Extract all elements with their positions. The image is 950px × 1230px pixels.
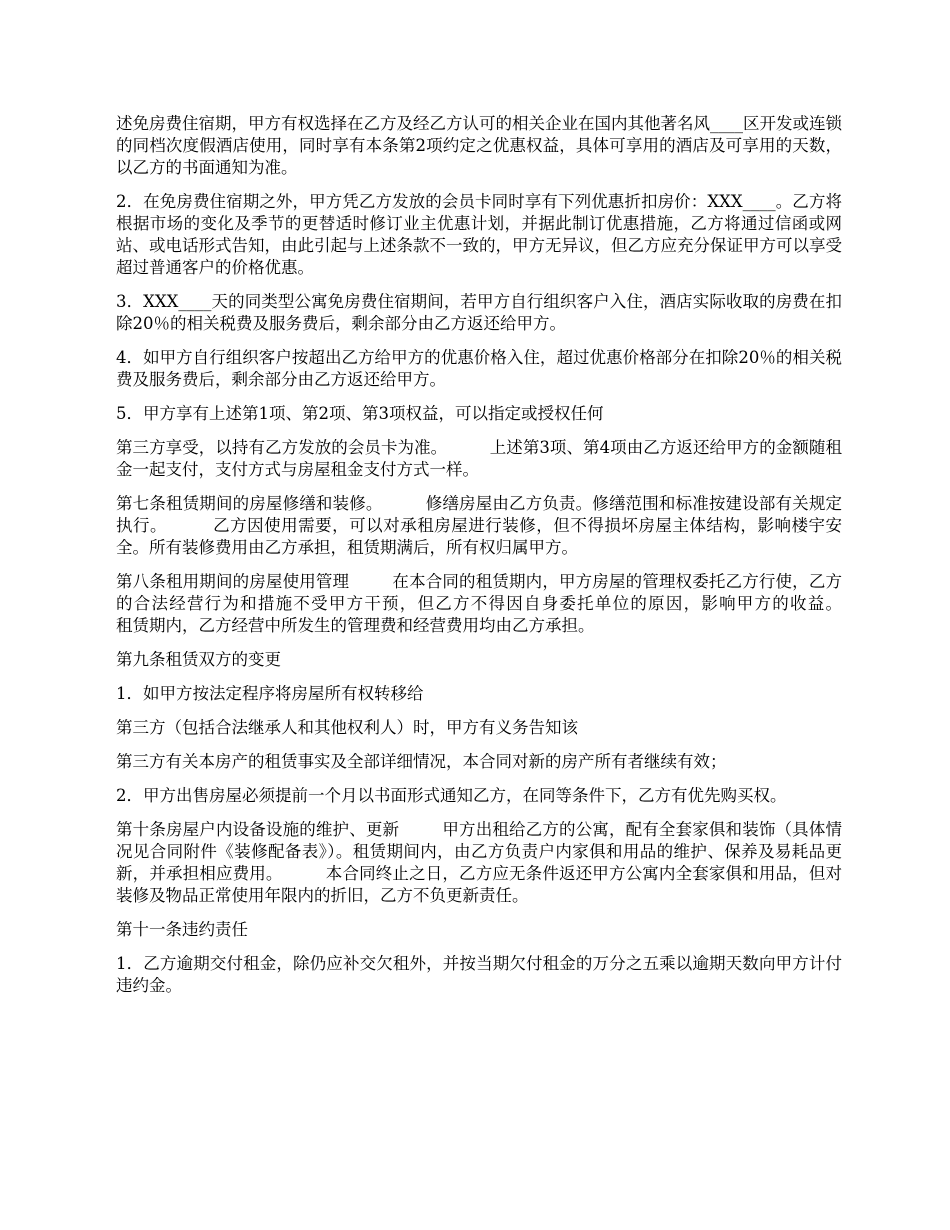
heading-article-9: 第九条租赁双方的变更 [116, 650, 281, 669]
paragraph-2: 2．在免房费住宿期之外，甲方凭乙方发放的会员卡同时享有下列优惠折扣房价：XXX____。乙方将根据市场的变化及季节的更替适时修订业主优惠计划，并据此制订优惠措施，乙方将通过信函或网站、或电话形式告知，由此引起与上述条款不一致的，甲方无异议，但乙方应充分保证甲方可以享受超过普通客户的价格优惠。 [116, 192, 842, 277]
paragraph-6: 第三方享受，以持有乙方发放的会员卡为准。 上述第3项、第4项由乙方返还给甲方的金额随租金一起支付，支付方式与房屋租金支付方式一样。 [116, 438, 842, 479]
paragraph-article-10: 第十条房屋户内设备设施的维护、更新 甲方出租给乙方的公寓，配有全套家俱和装饰（具体情况见合同附件《装修配备表》）。租赁期间内，由乙方负责户内家俱和用品的维护、保养及易耗品更新，并承担相应费用。 本合同终止之日，乙方应无条件返还甲方公寓内全套家俱和用品，但对装修及物品正常使用年限内的折旧，乙方不负更新责任。 [116, 820, 842, 905]
paragraph-10: 第三方（包括合法继承人和其他权利人）时，甲方有义务告知该 [116, 718, 578, 737]
heading-article-11: 第十一条违约责任 [116, 920, 248, 939]
document-page [116, 113, 884, 1009]
paragraph-16: 1．乙方逾期交付租金，除仍应补交欠租外，并按当期欠付租金的万分之五乘以逾期天数向甲方计付违约金。 [116, 954, 842, 995]
paragraph-3: 3．XXX____天的同类型公寓免房费住宿期间，若甲方自行组织客户入住，酒店实际收取的房费在扣除20％的相关税费及服务费后，剩余部分由乙方返还给甲方。 [116, 292, 842, 333]
paragraph-1: 述免房费住宿期，甲方有权选择在乙方及经乙方认可的相关企业在国内其他著名风____区开发或连锁的同档次度假酒店使用，同时享有本条第2项约定之优惠权益，具体可享用的酒店及可享用的天数，以乙方的书面通知为准。 [116, 114, 842, 177]
paragraph-11: 第三方有关本房产的租赁事实及全部详细情况，本合同对新的房产所有者继续有效； [116, 752, 727, 771]
paragraph-4: 4．如甲方自行组织客户按超出乙方给甲方的优惠价格入住，超过优惠价格部分在扣除20％的相关税费及服务费后，剩余部分由乙方返还给甲方。 [116, 348, 842, 389]
paragraph-article-8: 第八条租用期间的房屋使用管理 在本合同的租赁期内，甲方房屋的管理权委托乙方行使，乙方的合法经营行为和措施不受甲方干预，但乙方不得因自身委托单位的原因，影响甲方的收益。 租赁期内，乙方经营中所发生的管理费和经营费用均由乙方承担。 [116, 572, 884, 635]
paragraph-12: 2．甲方出售房屋必须提前一个月以书面形式通知乙方，在同等条件下，乙方有优先购买权。 [116, 786, 787, 805]
paragraph-article-7: 第七条租赁期间的房屋修缮和装修。 修缮房屋由乙方负责。修缮范围和标准按建设部有关规定执行。 乙方因使用需要，可以对承租房屋进行装修，但不得损坏房屋主体结构，影响楼宇安全。所有装修费用由乙方承担，租赁期满后，所有权归属甲方。 [116, 494, 842, 557]
paragraph-9: 1．如甲方按法定程序将房屋所有权转移给 [116, 684, 424, 703]
paragraph-5: 5．甲方享有上述第1项、第2项、第3项权益，可以指定或授权任何 [116, 404, 604, 423]
